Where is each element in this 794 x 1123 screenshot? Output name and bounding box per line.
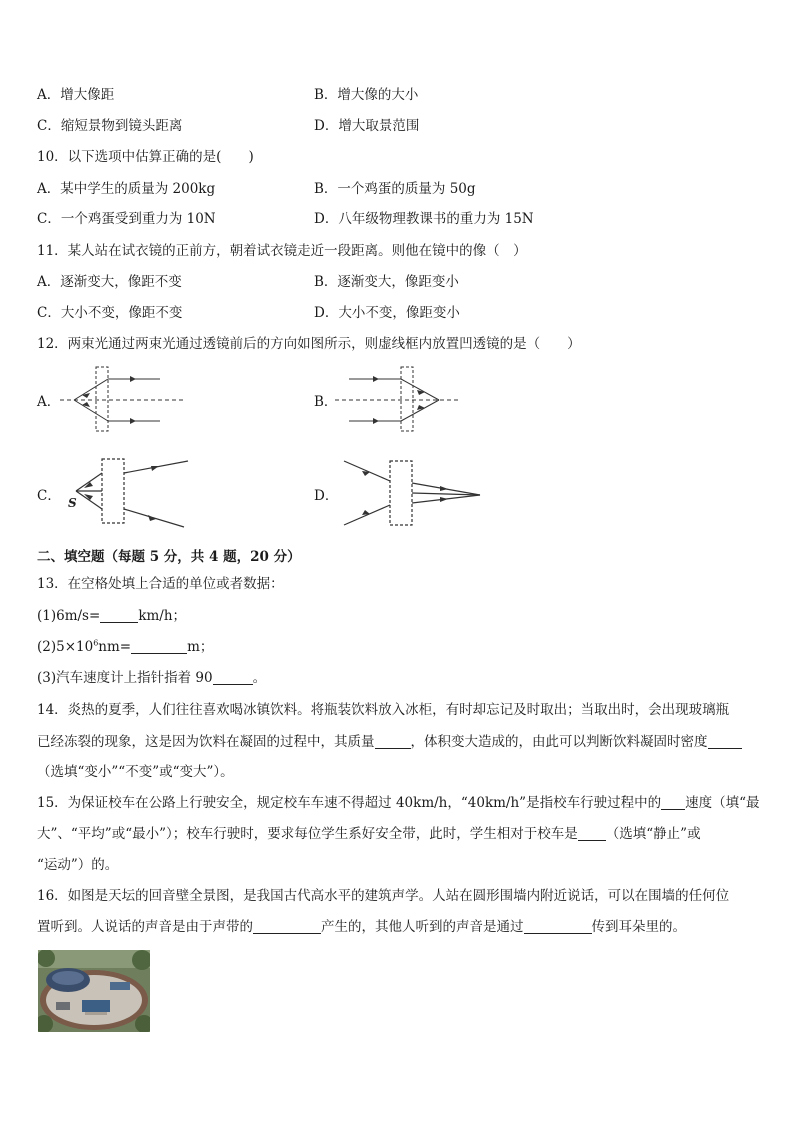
q13-item2-post: m； [187,639,214,655]
q13-item2-pre: (2)5×10 [37,639,94,655]
q13-item2-mid: nm= [98,639,132,655]
q11-option-c: C．大小不变，像距不变 [37,305,183,321]
q14-line2-b: ，体积变大造成的，由此可以判断饮料凝固时密度 [410,734,708,750]
q12-label-d: D． [314,488,339,504]
q13-item3-pre: (3)汽车速度计上指针指着 90 [37,670,213,686]
q11-option-a: A．逐渐变大，像距不变 [37,274,182,290]
q13-item1-pre: (1)6m/s= [37,608,101,624]
q16-line2-b: 产生的，其他人听到的声音是通过 [321,919,524,935]
q9-option-d: D．增大取景范围 [314,118,420,134]
q12-stem: 12．两束光通过两束光通过透镜前后的方向如图所示，则虚线框内放置凹透镜的是（ ） [37,336,581,352]
blank[interactable] [524,920,592,935]
q9-option-c: C．缩短景物到镜头距离 [37,118,183,134]
q13-item3-post: 。 [252,670,267,686]
q14-line2-a: 已经冻裂的现象，这是因为饮料在凝固的过程中，其质量 [37,734,375,750]
q15-line-1 [37,791,759,811]
q13-stem: 13．在空格处填上合适的单位或者数据： [37,576,284,592]
blank[interactable] [213,671,253,686]
q14-line-2 [37,730,742,750]
q10-stem: 10．以下选项中估算正确的是( ) [37,149,254,165]
q11-stem: 11．某人站在试衣镜的正前方，朝着试衣镜走近一段距离。则他在镜中的像（ ） [37,243,527,259]
q10-option-b: B．一个鸡蛋的质量为 50g [314,181,476,197]
q16-line-1: 16．如图是天坛的回音壁全景图，是我国古代高水平的建筑声学。人站在圆形围墙内附近说话，可以在围墙的任何位 [37,888,730,904]
q9-option-b: B．增大像的大小 [314,87,419,103]
q9-option-a: A．增大像距 [37,87,115,103]
q13-item-3 [37,666,266,686]
blank[interactable] [661,796,685,811]
q14-line-1: 14．炎热的夏季，人们往往喜欢喝冰镇饮料。将瓶装饮料放入冰柜，有时却忘记及时取出；当取出时，会出现玻璃瓶 [37,702,730,718]
q10-option-d: D．八年级物理教课书的重力为 15N [314,211,534,227]
q15-line-3: “运动”）的。 [37,857,119,873]
q15-line2-b: （选填“静止”或 [605,826,701,842]
q15-line2-a: 大”、“平均”或“最小”）；校车行驶时，要求每位学生系好安全带，此时，学生相对于校车是 [37,826,578,842]
q12-diagram-b [335,365,465,435]
blank[interactable] [375,735,411,750]
q13-item2-sup: 6 [93,638,99,648]
q13-item1-post: km/h； [138,608,187,624]
q16-line-2 [37,915,686,935]
echo-wall-photo [38,950,150,1032]
point-s-label: S [68,496,77,510]
q12-label-c: C． [37,488,61,504]
q13-item-1 [37,604,186,624]
blank[interactable] [131,640,187,655]
section-title: 二、填空题（每题 5 分，共 4 题，20 分） [37,549,301,565]
q15-line-2 [37,822,701,842]
q13-item-2 [37,635,213,655]
q16-line2-c: 传到耳朵里的。 [591,919,686,935]
q12-diagram-c [64,455,194,530]
q15-line1-b: 速度（填“最 [685,795,760,811]
q15-line1-a: 15．为保证校车在公路上行驶安全，规定校车车速不得超过 40km/h，“40km/h”是指校车行驶过程中的 [37,795,662,811]
blank[interactable] [578,827,606,842]
q11-option-b: B．逐渐变大，像距变小 [314,274,459,290]
q14-line-3: （选填“变小”“不变”或“变大”）。 [37,764,234,780]
q12-label-a: A． [37,394,61,410]
q16-line2-a: 置听到。人说话的声音是由于声带的 [37,919,253,935]
q10-option-a: A．某中学生的质量为 200kg [37,181,216,197]
blank[interactable] [100,609,138,624]
q11-option-d: D．大小不变，像距变小 [314,305,460,321]
blank[interactable] [708,735,742,750]
q12-diagram-a [60,365,190,435]
blank[interactable] [253,920,321,935]
q10-option-c: C．一个鸡蛋受到重力为 10N [37,211,216,227]
q12-label-b: B． [314,394,338,410]
q12-diagram-d [340,457,490,532]
